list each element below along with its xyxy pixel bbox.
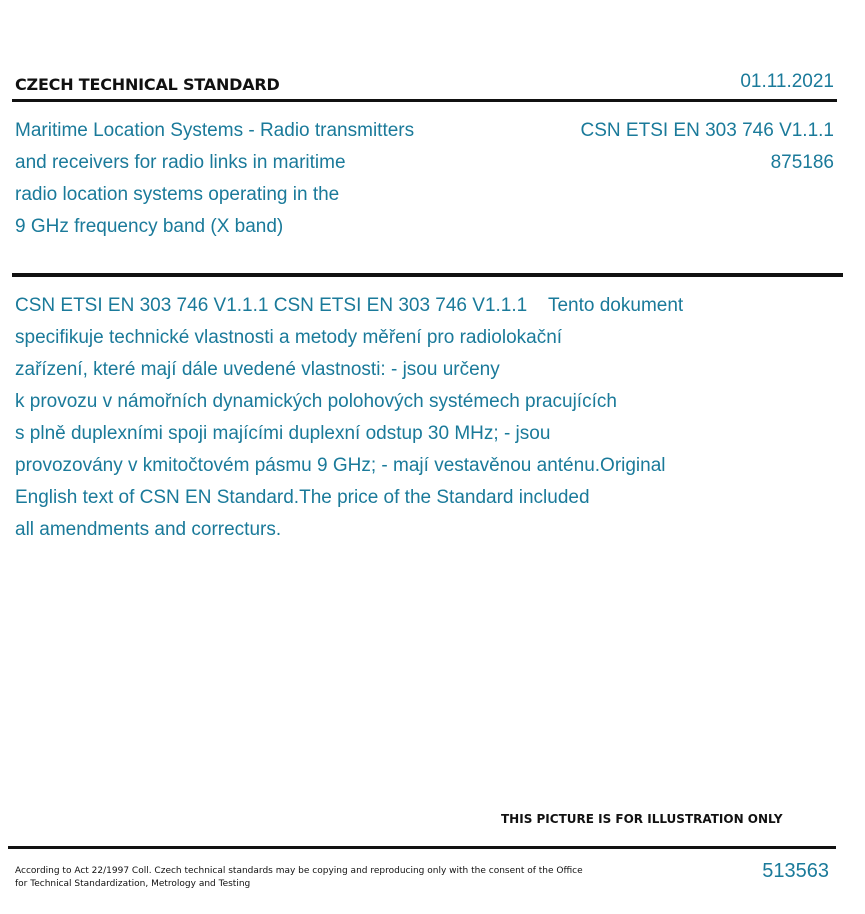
title-line: radio location systems operating in the xyxy=(15,184,340,205)
standard-identifier xyxy=(581,115,834,179)
abstract-line: specifikuje technické vlastnosti a metody měření pro radiolokační xyxy=(15,327,563,348)
title-line: Maritime Location Systems - Radio transmitters xyxy=(15,120,415,141)
abstract-line: all amendments and correcturs. xyxy=(15,519,282,540)
illustration-disclaimer: THIS PICTURE IS FOR ILLUSTRATION ONLY xyxy=(501,812,783,826)
catalog-number: 875186 xyxy=(770,152,834,173)
publication-date: 01.11.2021 xyxy=(740,71,834,92)
abstract-line: provozovány v kmitočtovém pásmu 9 GHz; - mají vestavěnou anténu.Original xyxy=(15,455,666,476)
document-abstract xyxy=(15,290,683,546)
abstract-line: zařízení, které mají dále uvedené vlastnosti: - jsou určeny xyxy=(15,359,500,380)
title-line: 9 GHz frequency band (X band) xyxy=(15,216,284,237)
standard-header-title: CZECH TECHNICAL STANDARD xyxy=(15,75,280,94)
abstract-line: CSN ETSI EN 303 746 V1.1.1 CSN ETSI EN 303 746 V1.1.1 Tento dokument xyxy=(15,295,684,316)
standard-code: CSN ETSI EN 303 746 V1.1.1 xyxy=(580,120,834,141)
abstract-line: English text of CSN EN Standard.The price of the Standard included xyxy=(15,487,590,508)
footer-divider xyxy=(8,846,836,849)
abstract-line: k provozu v námořních dynamických polohových systémech pracujících xyxy=(15,391,617,412)
copyright-notice xyxy=(15,865,583,891)
header-divider xyxy=(12,99,837,102)
copyright-line: According to Act 22/1997 Coll. Czech technical standards may be copying and reproducing only with the consent of the Office xyxy=(15,866,583,876)
document-number: 513563 xyxy=(762,860,829,882)
copyright-line: for Technical Standardization, Metrology and Testing xyxy=(15,879,251,889)
document-title xyxy=(15,115,414,243)
title-line: and receivers for radio links in maritime xyxy=(15,152,346,173)
abstract-line: s plně duplexními spoji majícími duplexní odstup 30 MHz; - jsou xyxy=(15,423,551,444)
title-divider xyxy=(12,273,843,277)
